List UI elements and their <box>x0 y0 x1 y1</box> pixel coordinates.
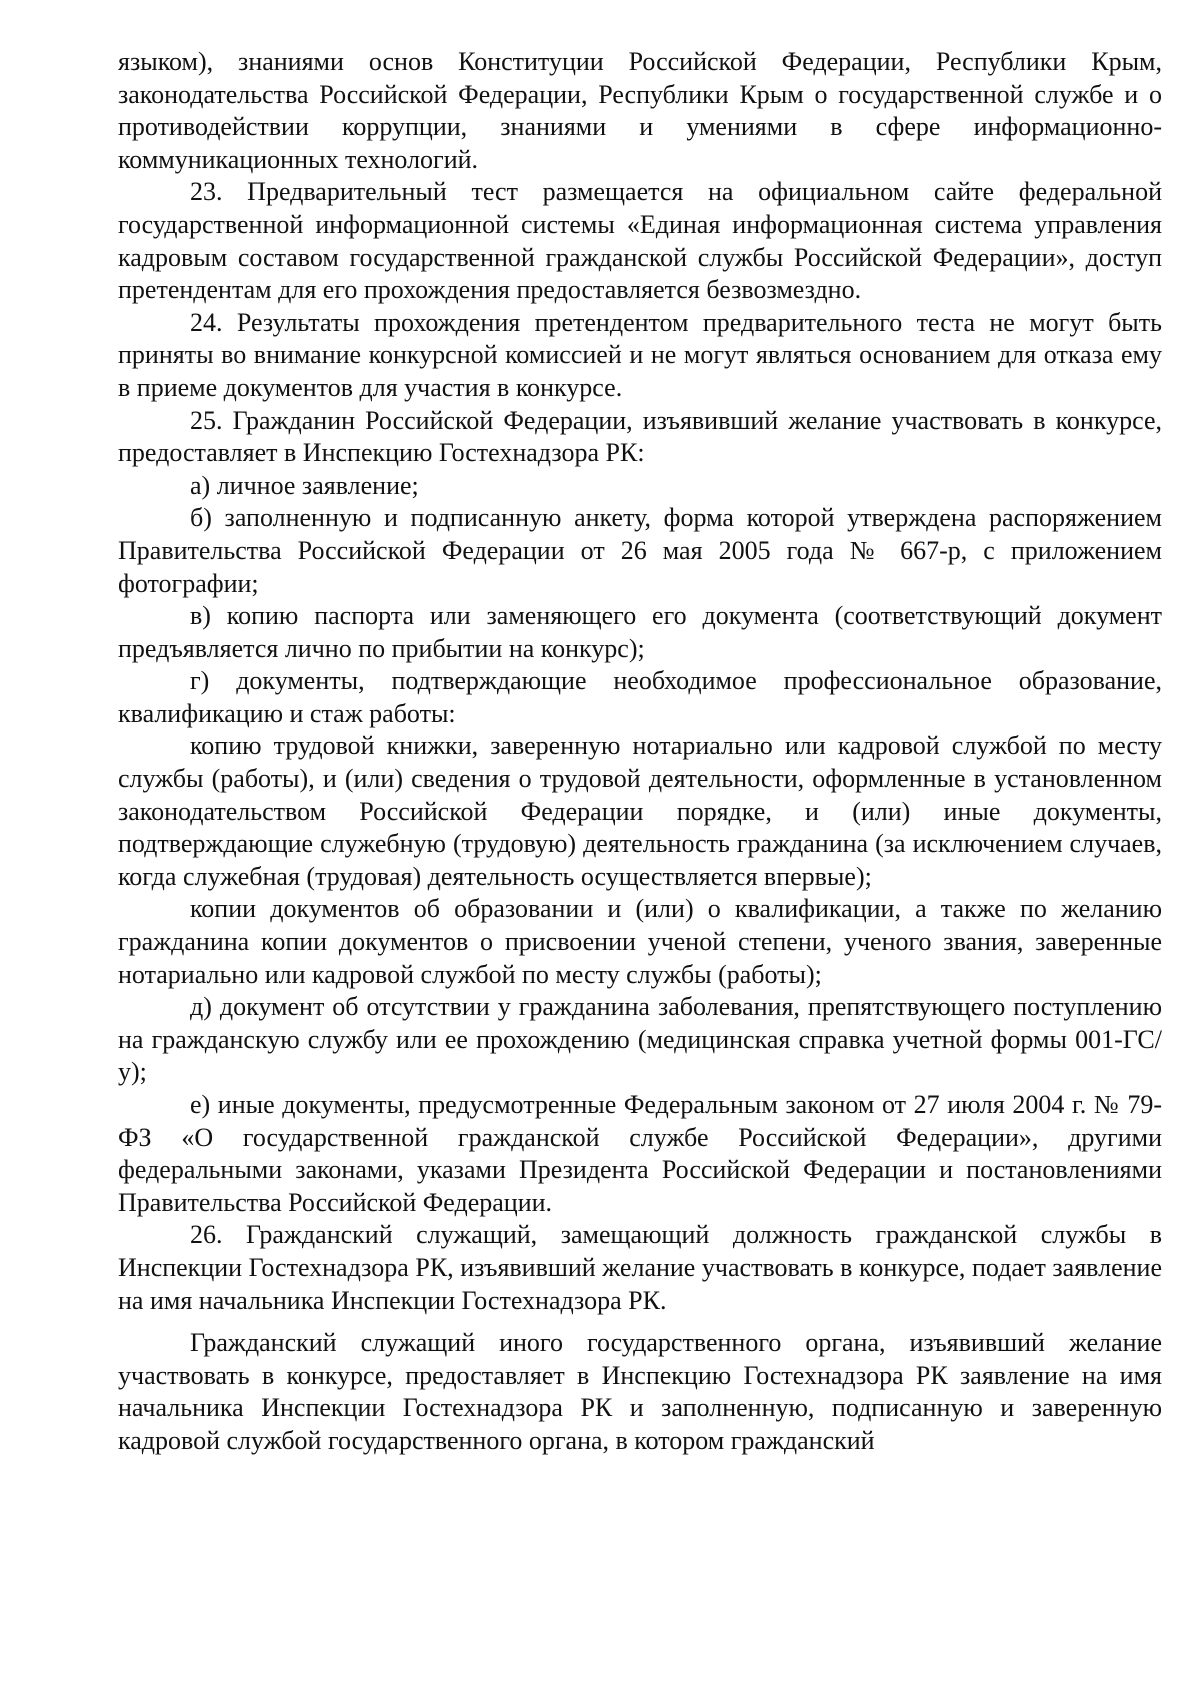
list-item-b: б) заполненную и подписанную анкету, форма которой утверждена распоряжением Правительства Российской Федерации от 26 мая 2005 года № 667-р, с приложением фотографии; <box>118 503 1162 598</box>
paragraph-continuation: языком), знаниями основ Конституции Российской Федерации, Республики Крым, законодательства Российской Федерации, Республики Крым о государственной службе и о противодействии коррупции, знаниями и умениями в сфере информационно-коммуникационных технологий. <box>118 47 1162 174</box>
paragraph-26-continued: Гражданский служащий иного государственного органа, изъявивший желание участвовать в конкурсе, предоставляет в Инспекцию Гостехнадзора РК заявление на имя начальника Инспекции Гостехнадзора РК и заполненную, подписанную и заверенную кадровой службой государственного органа, в котором гражданский <box>118 1328 1162 1455</box>
paragraph-24: 24. Результаты прохождения претендентом предварительного теста не могут быть приняты во внимание конкурсной комиссией и не могут являться основанием для отказа ему в приеме документов для участия в конкурсе. <box>118 307 1162 402</box>
list-item-e: е) иные документы, предусмотренные Федеральным законом от 27 июля 2004 г. № 79-ФЗ «О государственной гражданской службе Российской Федерации», другими федеральными законами, указами Президента Российской Федерации и постановлениями Правительства Российской Федерации. <box>118 1090 1162 1217</box>
list-item-d: д) документ об отсутствии у гражданина заболевания, препятствующего поступлению на гражданскую службу или ее прохождению (медицинская справка учетной формы 001-ГС/у); <box>118 992 1162 1087</box>
list-item-g: г) документы, подтверждающие необходимое профессиональное образование, квалификацию и стаж работы: <box>118 666 1162 728</box>
list-item-a: а) личное заявление; <box>190 470 419 500</box>
paragraph-23: 23. Предварительный тест размещается на официальном сайте федеральной государственной информационной системы «Единая информационная система управления кадровым составом государственной гражданской службы Российской Федерации», доступ претендентам для его прохождения предоставляется безвозмездно. <box>118 177 1162 305</box>
list-subitem-education-documents: копии документов об образовании и (или) о квалификации, а также по желанию гражданина копии документов о присвоении ученой степени, ученого звания, заверенные нотариально или кадровой службой по месту службы (работы); <box>118 894 1162 989</box>
paragraph-26: 26. Гражданский служащий, замещающий должность гражданской службы в Инспекции Гостехнадзора РК, изъявивший желание участвовать в конкурсе, подает заявление на имя начальника Инспекции Гостехнадзора РК. <box>118 1220 1162 1315</box>
list-subitem-employment-record: копию трудовой книжки, заверенную нотариально или кадровой службой по месту службы (работы), и (или) сведения о трудовой деятельности, оформленные в установленном законодательством Российской Федерации порядке, и (или) иные документы, подтверждающие служебную (трудовую) деятельность гражданина (за исключением случаев, когда служебная (трудовая) деятельность осуществляется впервые); <box>118 731 1162 891</box>
paragraph-25: 25. Гражданин Российской Федерации, изъявивший желание участвовать в конкурсе, предоставляет в Инспекцию Гостехнадзора РК: <box>118 405 1162 468</box>
list-item-v: в) копию паспорта или заменяющего его документа (соответствующий документ предъявляется лично по прибытии на конкурс); <box>118 601 1162 663</box>
document-body <box>118 46 1162 1458</box>
